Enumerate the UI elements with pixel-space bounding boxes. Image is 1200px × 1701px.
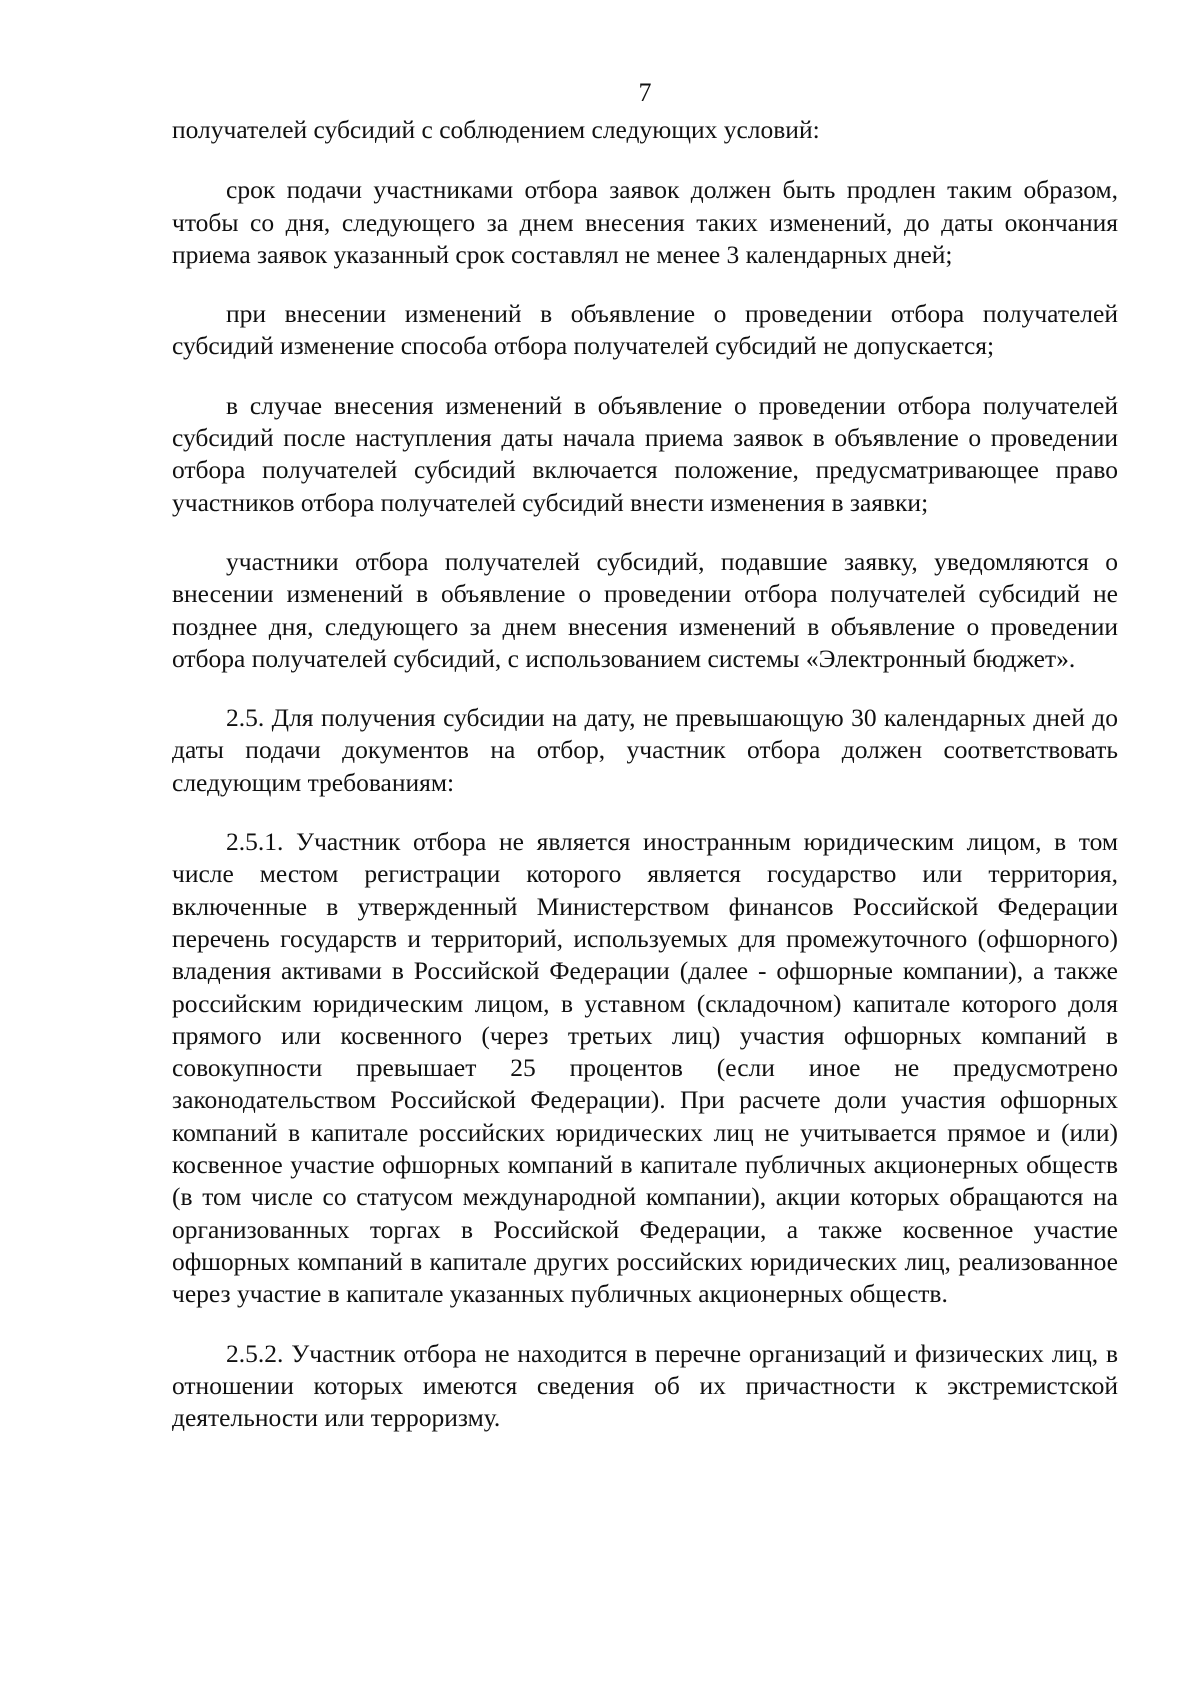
paragraph-selection-method: при внесении изменений в объявление о проведении отбора получателей субсидий изменение способа отбора получателей субсидий не допускается; <box>172 299 1118 361</box>
paragraph-2-5-1-offshore: 2.5.1. Участник отбора не является иностранным юридическим лицом, в том числе местом регистрации которого является государство или территория, включенные в утвержденный Министерством финансов Российской Федерации перечень государств и территорий, используемых для промежуточного (офшорного) владения активами в Российской Федерации (далее - офшорные компании), а также российским юридическим лицом, в уставном (складочном) капитале которого доля прямого или косвенного (через третьих лиц) участия офшорных компаний в совокупности превышает 25 процентов (если иное не предусмотрено законодательством Российской Федерации). При расчете доли участия офшорных компаний в капитале российских юридических лиц не учитывается прямое и (или) косвенное участие офшорных компаний в капитале публичных акционерных обществ (в том числе со статусом международной компании), акции которых обращаются на организованных торгах в Российской Федерации, а также косвенное участие офшорных компаний в капитале других российских юридических лиц, реализованное через участие в капитале указанных публичных акционерных обществ. <box>172 827 1118 1309</box>
paragraph-2-5-requirements: 2.5. Для получения субсидии на дату, не превышающую 30 календарных дней до даты подачи документов на отбор, участник отбора должен соответствовать следующим требованиям: <box>172 703 1118 797</box>
paragraph-2-5-2-extremism: 2.5.2. Участник отбора не находится в перечне организаций и физических лиц, в отношении которых имеются сведения об их причастности к экстремистской деятельности или терроризму. <box>172 1338 1118 1433</box>
paragraph-participant-notification: участники отбора получателей субсидий, подавшие заявку, уведомляются о внесении изменений в объявление о проведении отбора получателей субсидий не позднее дня, следующего за днем внесения изменений в объявление о проведении отбора получателей субсидий, с использованием системы «Электронный бюджет». <box>172 546 1118 673</box>
paragraph-changes-after-start: в случае внесения изменений в объявление о проведении отбора получателей субсидий после наступления даты начала приема заявок в объявление о проведении отбора получателей субсидий включается положение, предусматривающее право участников отбора получателей субсидий внести изменения в заявки; <box>172 390 1118 517</box>
page-number: 7 <box>638 78 652 107</box>
document-body <box>172 114 1118 1434</box>
paragraph-deadline-extension: срок подачи участниками отбора заявок должен быть продлен таким образом, чтобы со дня, следующего за днем внесения таких изменений, до даты окончания приема заявок указанный срок составлял не менее 3 календарных дней; <box>172 175 1118 269</box>
paragraph-continuation: получателей субсидий с соблюдением следующих условий: <box>172 115 820 144</box>
